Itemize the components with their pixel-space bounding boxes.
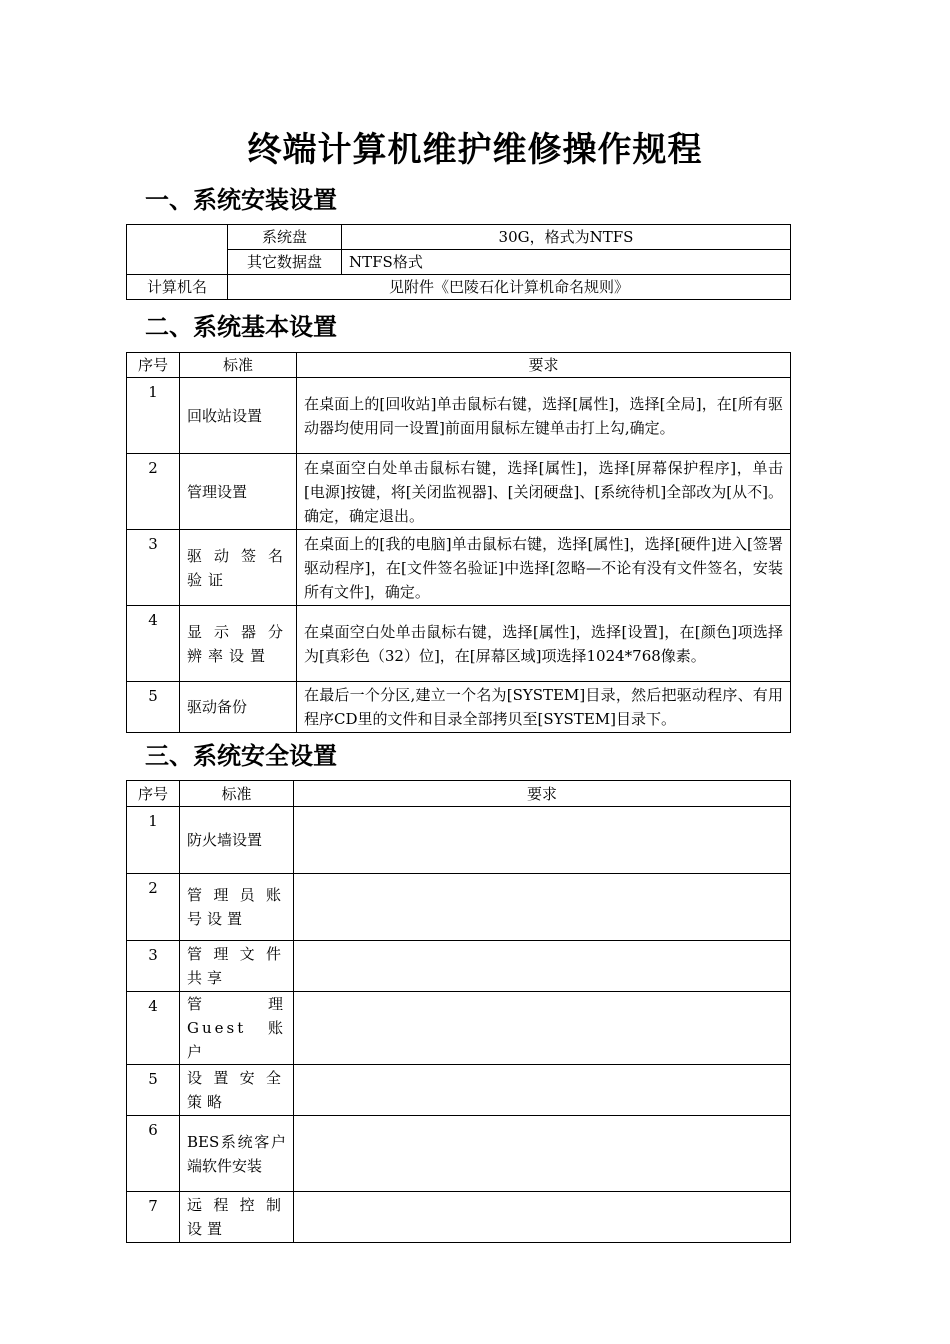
table-row [127,606,791,682]
row-standard: BES系统客户端软件安装 [180,1116,294,1192]
row-index: 3 [127,941,180,992]
header-standard: 标准 [180,781,294,807]
page-title: 终端计算机维护维修操作规程 [247,130,703,170]
row-requirement [294,807,791,874]
header-requirement: 要求 [294,781,791,807]
table-row [127,225,791,250]
section-heading-basic: 二、系统基本设置 [145,312,337,341]
cell-label: 计算机名 [127,275,228,300]
section-heading-install: 一、系统安装设置 [145,185,337,214]
row-index: 1 [127,807,180,874]
table-row [127,1116,791,1192]
cell-value: 30G，格式为NTFS [342,225,791,250]
row-requirement [294,1192,791,1243]
row-index: 7 [127,1192,180,1243]
row-standard: 管理员账号设置 [180,874,294,941]
table-header-row [127,781,791,807]
table-row [127,682,791,733]
security-settings-table [126,780,791,1243]
row-index: 5 [127,1065,180,1116]
row-index: 5 [127,682,180,733]
row-requirement [294,992,791,1065]
table-row [127,874,791,941]
table-row [127,941,791,992]
row-standard: 管理设置 [180,454,297,530]
row-standard: 防火墙设置 [180,807,294,874]
row-standard: 回收站设置 [180,378,297,454]
row-index: 2 [127,874,180,941]
section-heading-security: 三、系统安全设置 [145,741,337,770]
cell-value: NTFS格式 [342,250,791,275]
row-requirement: 在桌面空白处单击鼠标右键，选择[属性]，选择[屏幕保护程序]，单击[电源]按键，将[关闭监视器]、[关闭硬盘]、[系统待机]全部改为[从不]。确定，确定退出。 [297,454,791,530]
row-index: 4 [127,992,180,1065]
header-requirement: 要求 [297,353,791,378]
cell-value: 见附件《巴陵石化计算机命名规则》 [228,275,791,300]
row-index: 1 [127,378,180,454]
row-standard: 设置安全策略 [180,1065,294,1116]
table-header-row [127,353,791,378]
row-index: 3 [127,530,180,606]
row-standard: 驱动签名验证 [180,530,297,606]
empty-cell [127,225,228,275]
row-requirement [294,1116,791,1192]
table-row [127,378,791,454]
row-index: 4 [127,606,180,682]
row-requirement [294,941,791,992]
row-index: 6 [127,1116,180,1192]
table-row [127,530,791,606]
table-row [127,275,791,300]
cell-label: 系统盘 [228,225,342,250]
row-requirement: 在桌面空白处单击鼠标右键，选择[属性]，选择[设置]，在[颜色]项选择为[真彩色（32）位]，在[屏幕区域]项选择1024*768像素。 [297,606,791,682]
row-requirement [294,1065,791,1116]
table-row [127,1192,791,1243]
cell-label: 其它数据盘 [228,250,342,275]
row-requirement: 在桌面上的[回收站]单击鼠标右键，选择[属性]，选择[全局]，在[所有驱动器均使用同一设置]前面用鼠标左键单击打上勾,确定。 [297,378,791,454]
table-row [127,1065,791,1116]
header-index: 序号 [127,353,180,378]
row-standard: 远程控制设置 [180,1192,294,1243]
row-requirement: 在最后一个分区,建立一个名为[SYSTEM]目录，然后把驱动程序、有用程序CD里的文件和目录全部拷贝至[SYSTEM]目录下。 [297,682,791,733]
basic-settings-table [126,352,791,733]
row-index: 2 [127,454,180,530]
row-standard: 管理文件共享 [180,941,294,992]
table-row [127,992,791,1065]
row-standard: 驱动备份 [180,682,297,733]
install-settings-table [126,224,791,300]
row-requirement [294,874,791,941]
header-standard: 标准 [180,353,297,378]
row-standard: 显示器分辨率设置 [180,606,297,682]
table-row [127,454,791,530]
table-row [127,807,791,874]
row-requirement: 在桌面上的[我的电脑]单击鼠标右键，选择[属性]，选择[硬件]进入[签署驱动程序]，在[文件签名验证]中选择[忽略—不论有没有文件签名，安装所有文件]，确定。 [297,530,791,606]
row-standard: 管理 Guest 账户 [180,992,294,1065]
header-index: 序号 [127,781,180,807]
